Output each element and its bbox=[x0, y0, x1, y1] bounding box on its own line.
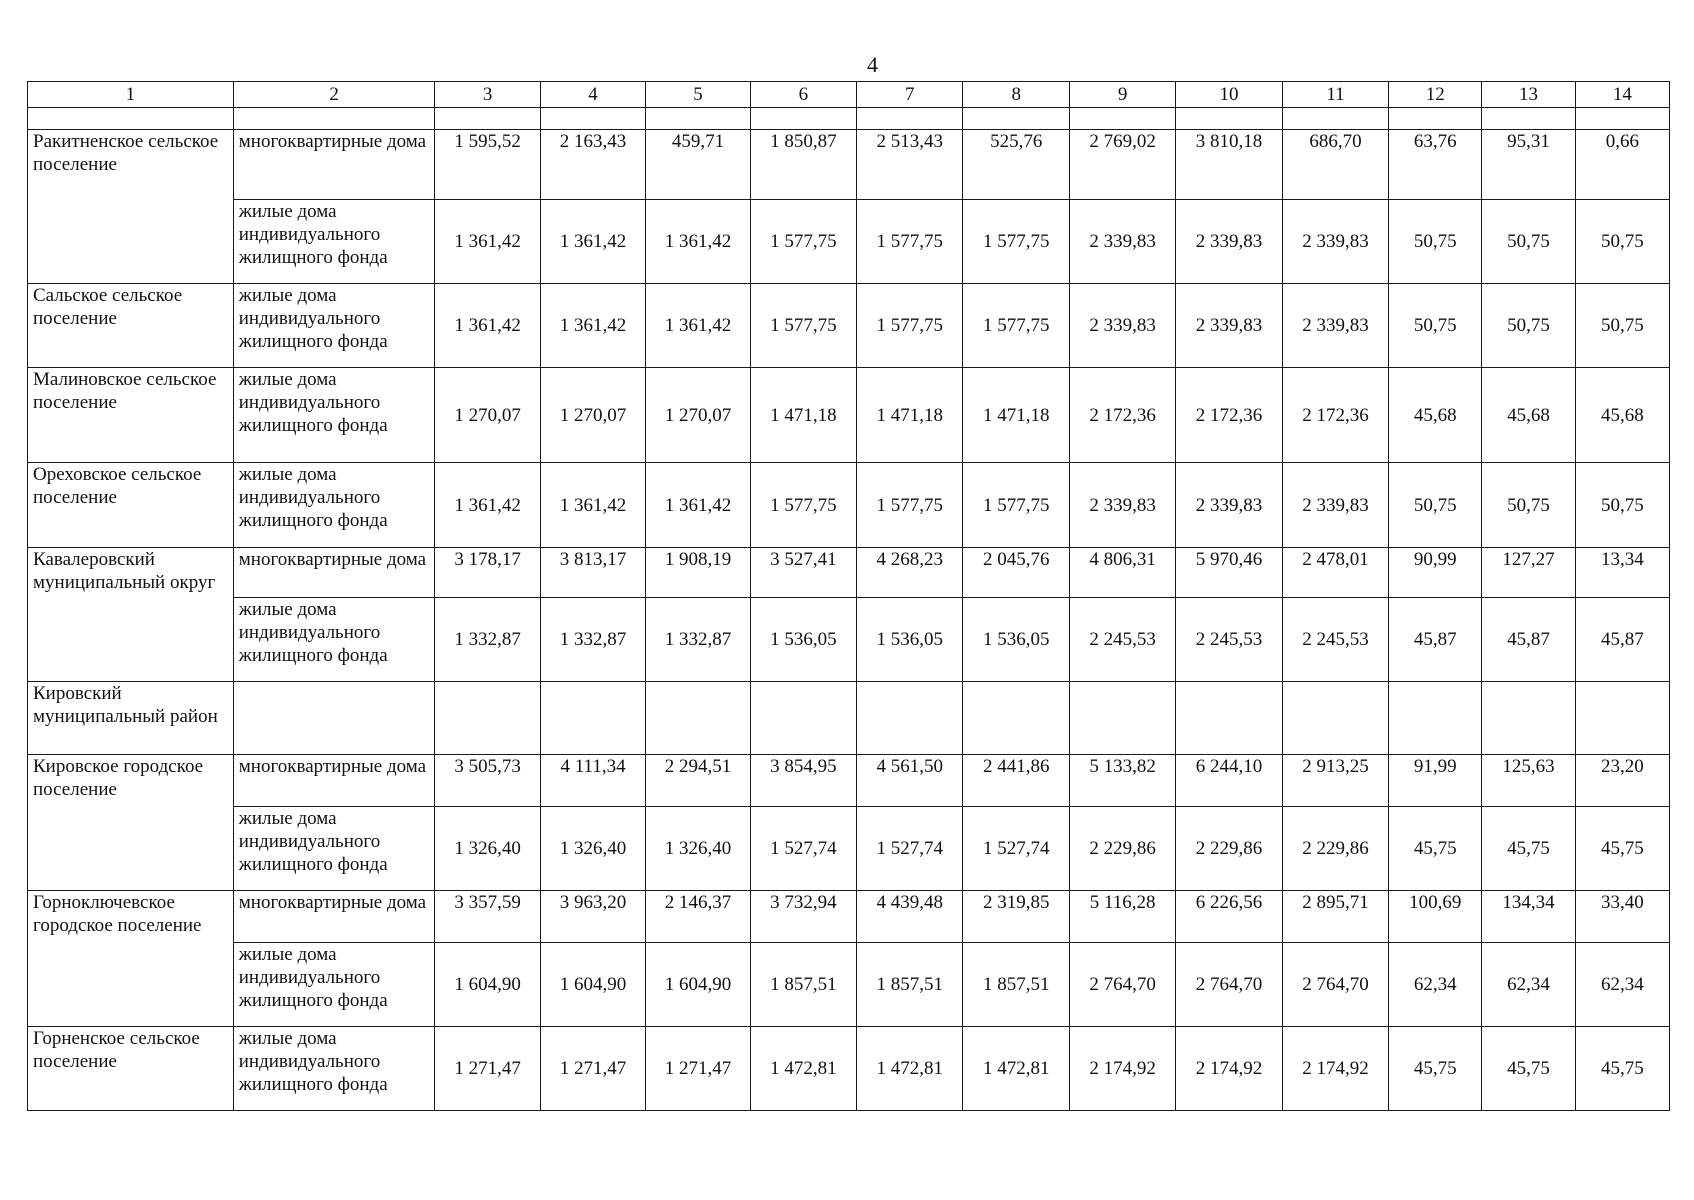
value-cell-col-6 bbox=[750, 682, 856, 755]
value-cell-col-8: 1 471,18 bbox=[963, 368, 1069, 463]
value-cell-col-6: 3 527,41 bbox=[750, 548, 856, 598]
table-row bbox=[28, 463, 1670, 548]
column-number-8: 8 bbox=[963, 82, 1069, 108]
value-cell-col-9: 2 339,83 bbox=[1069, 200, 1175, 284]
table-row bbox=[28, 755, 1670, 807]
value-cell-col-8: 1 577,75 bbox=[963, 200, 1069, 284]
value-cell-col-11: 2 913,25 bbox=[1282, 755, 1388, 807]
value-cell-col-11: 2 895,71 bbox=[1282, 891, 1388, 943]
value-cell-col-4 bbox=[540, 682, 645, 755]
value-cell-col-5: 1 332,87 bbox=[646, 598, 750, 682]
value-cell-col-10: 2 339,83 bbox=[1176, 284, 1282, 368]
value-cell-col-11: 686,70 bbox=[1282, 130, 1388, 200]
value-cell-col-10: 3 810,18 bbox=[1176, 130, 1282, 200]
housing-type-cell: жилые дома индивидуального жилищного фонда bbox=[233, 463, 435, 548]
column-number-6: 6 bbox=[750, 82, 856, 108]
housing-type-cell bbox=[233, 682, 435, 755]
value-cell-col-14: 13,34 bbox=[1575, 548, 1669, 598]
value-cell-col-9: 2 172,36 bbox=[1069, 368, 1175, 463]
value-cell-col-3: 1 326,40 bbox=[435, 807, 540, 891]
value-cell-col-3: 1 361,42 bbox=[435, 463, 540, 548]
region-name-cell: Кировское городское поселение bbox=[28, 755, 234, 891]
value-cell-col-8: 2 441,86 bbox=[963, 755, 1069, 807]
value-cell-col-12: 50,75 bbox=[1389, 284, 1482, 368]
value-cell-col-6: 1 577,75 bbox=[750, 284, 856, 368]
value-cell-col-13: 50,75 bbox=[1482, 200, 1575, 284]
value-cell-col-3: 3 178,17 bbox=[435, 548, 540, 598]
housing-type-cell: жилые дома индивидуального жилищного фонда bbox=[233, 1027, 435, 1111]
value-cell-col-9: 2 769,02 bbox=[1069, 130, 1175, 200]
value-cell-col-7: 1 857,51 bbox=[857, 943, 963, 1027]
column-number-11: 11 bbox=[1282, 82, 1388, 108]
value-cell-col-10: 2 339,83 bbox=[1176, 463, 1282, 548]
value-cell-col-13: 50,75 bbox=[1482, 284, 1575, 368]
value-cell-col-7: 1 472,81 bbox=[857, 1027, 963, 1111]
value-cell-col-14: 45,75 bbox=[1575, 1027, 1669, 1111]
column-number-10: 10 bbox=[1176, 82, 1282, 108]
value-cell-col-8: 1 577,75 bbox=[963, 284, 1069, 368]
value-cell-col-6: 1 577,75 bbox=[750, 463, 856, 548]
housing-type-cell: многоквартирные дома bbox=[233, 891, 435, 943]
value-cell-col-8: 1 472,81 bbox=[963, 1027, 1069, 1111]
column-number-row bbox=[28, 82, 1670, 108]
value-cell-col-8: 525,76 bbox=[963, 130, 1069, 200]
value-cell-col-14: 50,75 bbox=[1575, 284, 1669, 368]
column-number-9: 9 bbox=[1069, 82, 1175, 108]
value-cell-col-3: 3 505,73 bbox=[435, 755, 540, 807]
spacer-cell bbox=[750, 108, 856, 130]
value-cell-col-8 bbox=[963, 682, 1069, 755]
table-row bbox=[28, 548, 1670, 598]
region-name-cell: Кавалеровский муниципальный округ bbox=[28, 548, 234, 682]
value-cell-col-5: 459,71 bbox=[646, 130, 750, 200]
value-cell-col-11 bbox=[1282, 682, 1388, 755]
value-cell-col-14: 45,68 bbox=[1575, 368, 1669, 463]
housing-type-cell: жилые дома индивидуального жилищного фонда bbox=[233, 807, 435, 891]
value-cell-col-11: 2 339,83 bbox=[1282, 463, 1388, 548]
column-number-4: 4 bbox=[540, 82, 645, 108]
value-cell-col-9: 2 174,92 bbox=[1069, 1027, 1175, 1111]
value-cell-col-7: 1 577,75 bbox=[857, 200, 963, 284]
value-cell-col-13: 134,34 bbox=[1482, 891, 1575, 943]
spacer-cell bbox=[1069, 108, 1175, 130]
value-cell-col-3: 1 332,87 bbox=[435, 598, 540, 682]
value-cell-col-12 bbox=[1389, 682, 1482, 755]
column-number-12: 12 bbox=[1389, 82, 1482, 108]
spacer-cell bbox=[1389, 108, 1482, 130]
table-row bbox=[28, 284, 1670, 368]
value-cell-col-5: 2 146,37 bbox=[646, 891, 750, 943]
region-name-cell: Горненское сельское поселение bbox=[28, 1027, 234, 1111]
spacer-cell bbox=[857, 108, 963, 130]
value-cell-col-5: 1 908,19 bbox=[646, 548, 750, 598]
value-cell-col-8: 1 536,05 bbox=[963, 598, 1069, 682]
table-row bbox=[28, 200, 1670, 284]
value-cell-col-14: 0,66 bbox=[1575, 130, 1669, 200]
value-cell-col-10: 6 244,10 bbox=[1176, 755, 1282, 807]
value-cell-col-10: 5 970,46 bbox=[1176, 548, 1282, 598]
value-cell-col-5: 1 270,07 bbox=[646, 368, 750, 463]
value-cell-col-4: 1 361,42 bbox=[540, 284, 645, 368]
value-cell-col-12: 50,75 bbox=[1389, 463, 1482, 548]
table-row bbox=[28, 891, 1670, 943]
value-cell-col-4: 1 361,42 bbox=[540, 200, 645, 284]
table-row bbox=[28, 1027, 1670, 1111]
spacer-cell bbox=[1176, 108, 1282, 130]
value-cell-col-11: 2 339,83 bbox=[1282, 200, 1388, 284]
value-cell-col-11: 2 478,01 bbox=[1282, 548, 1388, 598]
housing-type-cell: многоквартирные дома bbox=[233, 130, 435, 200]
tariff-table bbox=[27, 81, 1670, 1111]
value-cell-col-13: 50,75 bbox=[1482, 463, 1575, 548]
value-cell-col-6: 3 732,94 bbox=[750, 891, 856, 943]
value-cell-col-12: 100,69 bbox=[1389, 891, 1482, 943]
value-cell-col-14: 33,40 bbox=[1575, 891, 1669, 943]
value-cell-col-11: 2 172,36 bbox=[1282, 368, 1388, 463]
value-cell-col-9: 2 339,83 bbox=[1069, 463, 1175, 548]
region-name-cell: Горноключевское городское поселение bbox=[28, 891, 234, 1027]
value-cell-col-5: 1 361,42 bbox=[646, 463, 750, 548]
housing-type-cell: многоквартирные дома bbox=[233, 548, 435, 598]
region-name-cell: Сальское сельское поселение bbox=[28, 284, 234, 368]
value-cell-col-10: 6 226,56 bbox=[1176, 891, 1282, 943]
value-cell-col-3 bbox=[435, 682, 540, 755]
value-cell-col-13: 95,31 bbox=[1482, 130, 1575, 200]
value-cell-col-7: 1 527,74 bbox=[857, 807, 963, 891]
page-number: 4 bbox=[867, 52, 878, 77]
value-cell-col-3: 1 604,90 bbox=[435, 943, 540, 1027]
spacer-cell bbox=[963, 108, 1069, 130]
value-cell-col-13: 45,68 bbox=[1482, 368, 1575, 463]
housing-type-cell: жилые дома индивидуального жилищного фонда bbox=[233, 598, 435, 682]
spacer-cell bbox=[1482, 108, 1575, 130]
value-cell-col-7: 4 439,48 bbox=[857, 891, 963, 943]
value-cell-col-5: 1 271,47 bbox=[646, 1027, 750, 1111]
value-cell-col-10: 2 339,83 bbox=[1176, 200, 1282, 284]
value-cell-col-10: 2 764,70 bbox=[1176, 943, 1282, 1027]
value-cell-col-12: 62,34 bbox=[1389, 943, 1482, 1027]
spacer-cell bbox=[435, 108, 540, 130]
value-cell-col-8: 1 527,74 bbox=[963, 807, 1069, 891]
value-cell-col-3: 1 271,47 bbox=[435, 1027, 540, 1111]
value-cell-col-11: 2 245,53 bbox=[1282, 598, 1388, 682]
region-name-cell: Ракитненское сельское поселение bbox=[28, 130, 234, 284]
value-cell-col-14: 50,75 bbox=[1575, 463, 1669, 548]
value-cell-col-12: 91,99 bbox=[1389, 755, 1482, 807]
housing-type-cell: жилые дома индивидуального жилищного фонда bbox=[233, 284, 435, 368]
value-cell-col-6: 1 857,51 bbox=[750, 943, 856, 1027]
housing-type-cell: жилые дома индивидуального жилищного фонда bbox=[233, 200, 435, 284]
column-number-2: 2 bbox=[233, 82, 435, 108]
value-cell-col-3: 1 595,52 bbox=[435, 130, 540, 200]
value-cell-col-4: 4 111,34 bbox=[540, 755, 645, 807]
region-name-cell: Ореховское сельское поселение bbox=[28, 463, 234, 548]
value-cell-col-7: 1 471,18 bbox=[857, 368, 963, 463]
value-cell-col-12: 45,68 bbox=[1389, 368, 1482, 463]
value-cell-col-14: 45,75 bbox=[1575, 807, 1669, 891]
value-cell-col-4: 1 604,90 bbox=[540, 943, 645, 1027]
value-cell-col-11: 2 174,92 bbox=[1282, 1027, 1388, 1111]
value-cell-col-12: 45,75 bbox=[1389, 1027, 1482, 1111]
spacer-cell bbox=[1575, 108, 1669, 130]
value-cell-col-3: 1 270,07 bbox=[435, 368, 540, 463]
value-cell-col-7: 1 536,05 bbox=[857, 598, 963, 682]
table-body bbox=[28, 82, 1670, 1111]
value-cell-col-6: 1 472,81 bbox=[750, 1027, 856, 1111]
housing-type-cell: жилые дома индивидуального жилищного фонда bbox=[233, 943, 435, 1027]
value-cell-col-13: 45,75 bbox=[1482, 1027, 1575, 1111]
value-cell-col-9: 4 806,31 bbox=[1069, 548, 1175, 598]
table-row bbox=[28, 598, 1670, 682]
value-cell-col-7: 1 577,75 bbox=[857, 284, 963, 368]
value-cell-col-7: 2 513,43 bbox=[857, 130, 963, 200]
value-cell-col-11: 2 764,70 bbox=[1282, 943, 1388, 1027]
value-cell-col-6: 3 854,95 bbox=[750, 755, 856, 807]
value-cell-col-8: 2 319,85 bbox=[963, 891, 1069, 943]
table-row bbox=[28, 943, 1670, 1027]
value-cell-col-5: 2 294,51 bbox=[646, 755, 750, 807]
value-cell-col-8: 1 577,75 bbox=[963, 463, 1069, 548]
column-number-13: 13 bbox=[1482, 82, 1575, 108]
value-cell-col-14: 23,20 bbox=[1575, 755, 1669, 807]
value-cell-col-5: 1 361,42 bbox=[646, 200, 750, 284]
value-cell-col-7: 4 561,50 bbox=[857, 755, 963, 807]
value-cell-col-7: 4 268,23 bbox=[857, 548, 963, 598]
value-cell-col-5: 1 361,42 bbox=[646, 284, 750, 368]
value-cell-col-13 bbox=[1482, 682, 1575, 755]
table-row bbox=[28, 807, 1670, 891]
value-cell-col-9: 5 133,82 bbox=[1069, 755, 1175, 807]
value-cell-col-6: 1 536,05 bbox=[750, 598, 856, 682]
housing-type-cell: жилые дома индивидуального жилищного фонда bbox=[233, 368, 435, 463]
value-cell-col-10: 2 172,36 bbox=[1176, 368, 1282, 463]
value-cell-col-12: 50,75 bbox=[1389, 200, 1482, 284]
value-cell-col-9: 2 245,53 bbox=[1069, 598, 1175, 682]
value-cell-col-11: 2 229,86 bbox=[1282, 807, 1388, 891]
column-number-14: 14 bbox=[1575, 82, 1669, 108]
spacer-cell bbox=[646, 108, 750, 130]
table-row bbox=[28, 130, 1670, 200]
housing-type-cell: многоквартирные дома bbox=[233, 755, 435, 807]
value-cell-col-13: 45,75 bbox=[1482, 807, 1575, 891]
value-cell-col-9: 2 764,70 bbox=[1069, 943, 1175, 1027]
spacer-cell bbox=[1282, 108, 1388, 130]
spacer-cell bbox=[28, 108, 234, 130]
value-cell-col-7 bbox=[857, 682, 963, 755]
value-cell-col-14 bbox=[1575, 682, 1669, 755]
value-cell-col-4: 3 813,17 bbox=[540, 548, 645, 598]
value-cell-col-4: 1 270,07 bbox=[540, 368, 645, 463]
table-row bbox=[28, 368, 1670, 463]
column-number-7: 7 bbox=[857, 82, 963, 108]
value-cell-col-4: 1 332,87 bbox=[540, 598, 645, 682]
value-cell-col-12: 45,75 bbox=[1389, 807, 1482, 891]
value-cell-col-5 bbox=[646, 682, 750, 755]
value-cell-col-8: 2 045,76 bbox=[963, 548, 1069, 598]
value-cell-col-13: 125,63 bbox=[1482, 755, 1575, 807]
value-cell-col-6: 1 471,18 bbox=[750, 368, 856, 463]
column-number-5: 5 bbox=[646, 82, 750, 108]
value-cell-col-9: 2 339,83 bbox=[1069, 284, 1175, 368]
value-cell-col-13: 62,34 bbox=[1482, 943, 1575, 1027]
value-cell-col-4: 1 326,40 bbox=[540, 807, 645, 891]
table-row bbox=[28, 682, 1670, 755]
value-cell-col-5: 1 326,40 bbox=[646, 807, 750, 891]
spacer-cell bbox=[233, 108, 435, 130]
value-cell-col-4: 2 163,43 bbox=[540, 130, 645, 200]
value-cell-col-14: 62,34 bbox=[1575, 943, 1669, 1027]
value-cell-col-12: 63,76 bbox=[1389, 130, 1482, 200]
value-cell-col-6: 1 850,87 bbox=[750, 130, 856, 200]
spacer-cell bbox=[540, 108, 645, 130]
value-cell-col-10: 2 245,53 bbox=[1176, 598, 1282, 682]
value-cell-col-13: 127,27 bbox=[1482, 548, 1575, 598]
value-cell-col-4: 1 361,42 bbox=[540, 463, 645, 548]
value-cell-col-10 bbox=[1176, 682, 1282, 755]
value-cell-col-14: 50,75 bbox=[1575, 200, 1669, 284]
value-cell-col-9: 2 229,86 bbox=[1069, 807, 1175, 891]
value-cell-col-4: 1 271,47 bbox=[540, 1027, 645, 1111]
value-cell-col-8: 1 857,51 bbox=[963, 943, 1069, 1027]
value-cell-col-3: 1 361,42 bbox=[435, 200, 540, 284]
value-cell-col-13: 45,87 bbox=[1482, 598, 1575, 682]
value-cell-col-5: 1 604,90 bbox=[646, 943, 750, 1027]
value-cell-col-9 bbox=[1069, 682, 1175, 755]
column-number-1: 1 bbox=[28, 82, 234, 108]
region-name-cell: Малиновское сельское поселение bbox=[28, 368, 234, 463]
value-cell-col-4: 3 963,20 bbox=[540, 891, 645, 943]
value-cell-col-6: 1 527,74 bbox=[750, 807, 856, 891]
value-cell-col-10: 2 174,92 bbox=[1176, 1027, 1282, 1111]
value-cell-col-9: 5 116,28 bbox=[1069, 891, 1175, 943]
value-cell-col-10: 2 229,86 bbox=[1176, 807, 1282, 891]
value-cell-col-12: 45,87 bbox=[1389, 598, 1482, 682]
value-cell-col-3: 3 357,59 bbox=[435, 891, 540, 943]
column-number-3: 3 bbox=[435, 82, 540, 108]
value-cell-col-11: 2 339,83 bbox=[1282, 284, 1388, 368]
value-cell-col-6: 1 577,75 bbox=[750, 200, 856, 284]
empty-spacer-row bbox=[28, 108, 1670, 130]
region-name-cell: Кировский муниципальный район bbox=[28, 682, 234, 755]
value-cell-col-7: 1 577,75 bbox=[857, 463, 963, 548]
value-cell-col-14: 45,87 bbox=[1575, 598, 1669, 682]
value-cell-col-3: 1 361,42 bbox=[435, 284, 540, 368]
value-cell-col-12: 90,99 bbox=[1389, 548, 1482, 598]
